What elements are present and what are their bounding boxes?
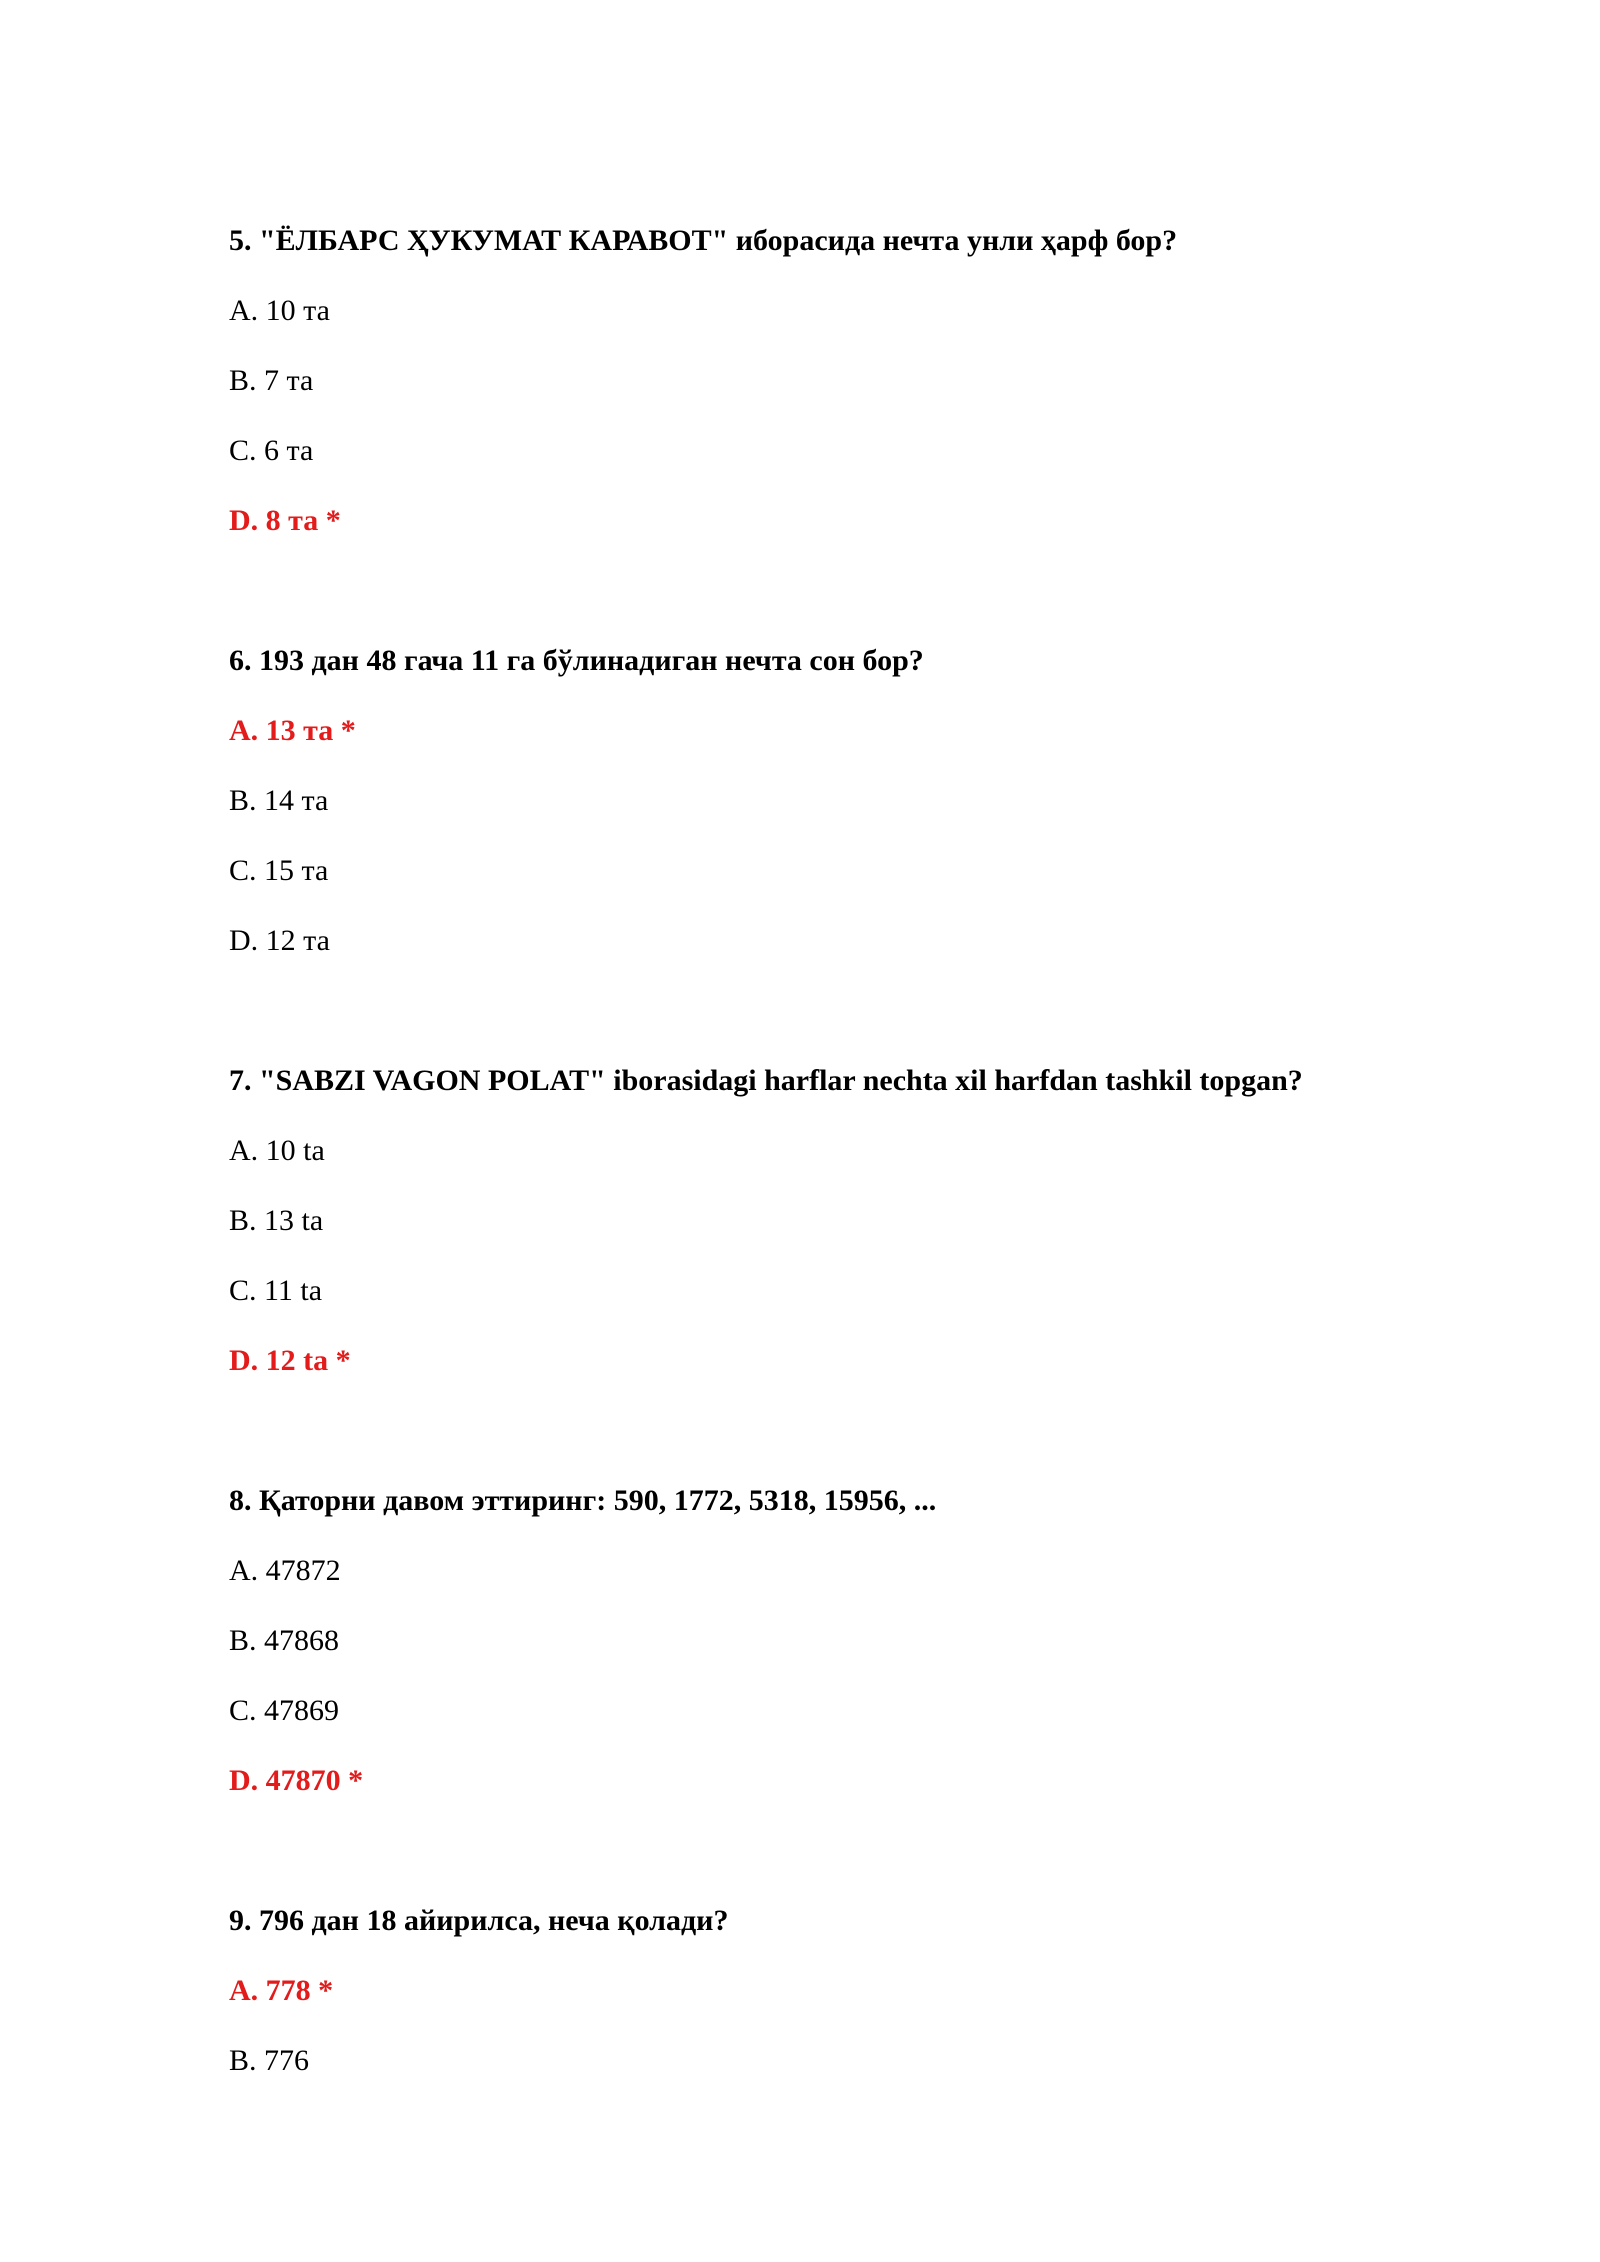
question-8-option-b: B. 47868 (229, 1624, 340, 1657)
question-6-option-d: D. 12 та (229, 924, 330, 957)
question-5-option-a: A. 10 та (229, 294, 330, 327)
question-5-option-b: B. 7 та (229, 364, 314, 397)
question-6-option-b: B. 14 та (229, 784, 329, 817)
question-8-option-d-correct: D. 47870 * (229, 1764, 364, 1797)
question-5-option-d-correct: D. 8 та * (229, 504, 341, 537)
question-6-option-a-correct: A. 13 та * (229, 714, 356, 747)
question-7-option-b: B. 13 ta (229, 1204, 324, 1237)
question-7-option-a: A. 10 ta (229, 1134, 325, 1167)
question-7-option-c: C. 11 ta (229, 1274, 323, 1307)
question-9-text: 9. 796 дан 18 айирилса, неча қолади? (229, 1904, 729, 1937)
question-7-text: 7. "SABZI VAGON POLAT" iborasidagi harflar nechta xil harfdan tashkil topgan? (229, 1064, 1303, 1097)
question-9-option-a-correct: A. 778 * (229, 1974, 334, 2007)
question-8-option-c: C. 47869 (229, 1694, 340, 1727)
question-5-option-c: C. 6 та (229, 434, 314, 467)
question-7-option-d-correct: D. 12 ta * (229, 1344, 351, 1377)
question-5-text: 5. "ЁЛБАРС ҲУКУМАТ КАРАВОТ" иборасида нечта унли ҳарф бор? (229, 224, 1178, 257)
question-9-option-b: B. 776 (229, 2044, 310, 2077)
question-8-option-a: A. 47872 (229, 1554, 341, 1587)
question-6-option-c: C. 15 та (229, 854, 329, 887)
question-8-text: 8. Қаторни давом эттиринг: 590, 1772, 5318, 15956, ... (229, 1484, 937, 1517)
question-6-text: 6. 193 дан 48 гача 11 га бўлинадиган нечта сон бор? (229, 644, 924, 677)
